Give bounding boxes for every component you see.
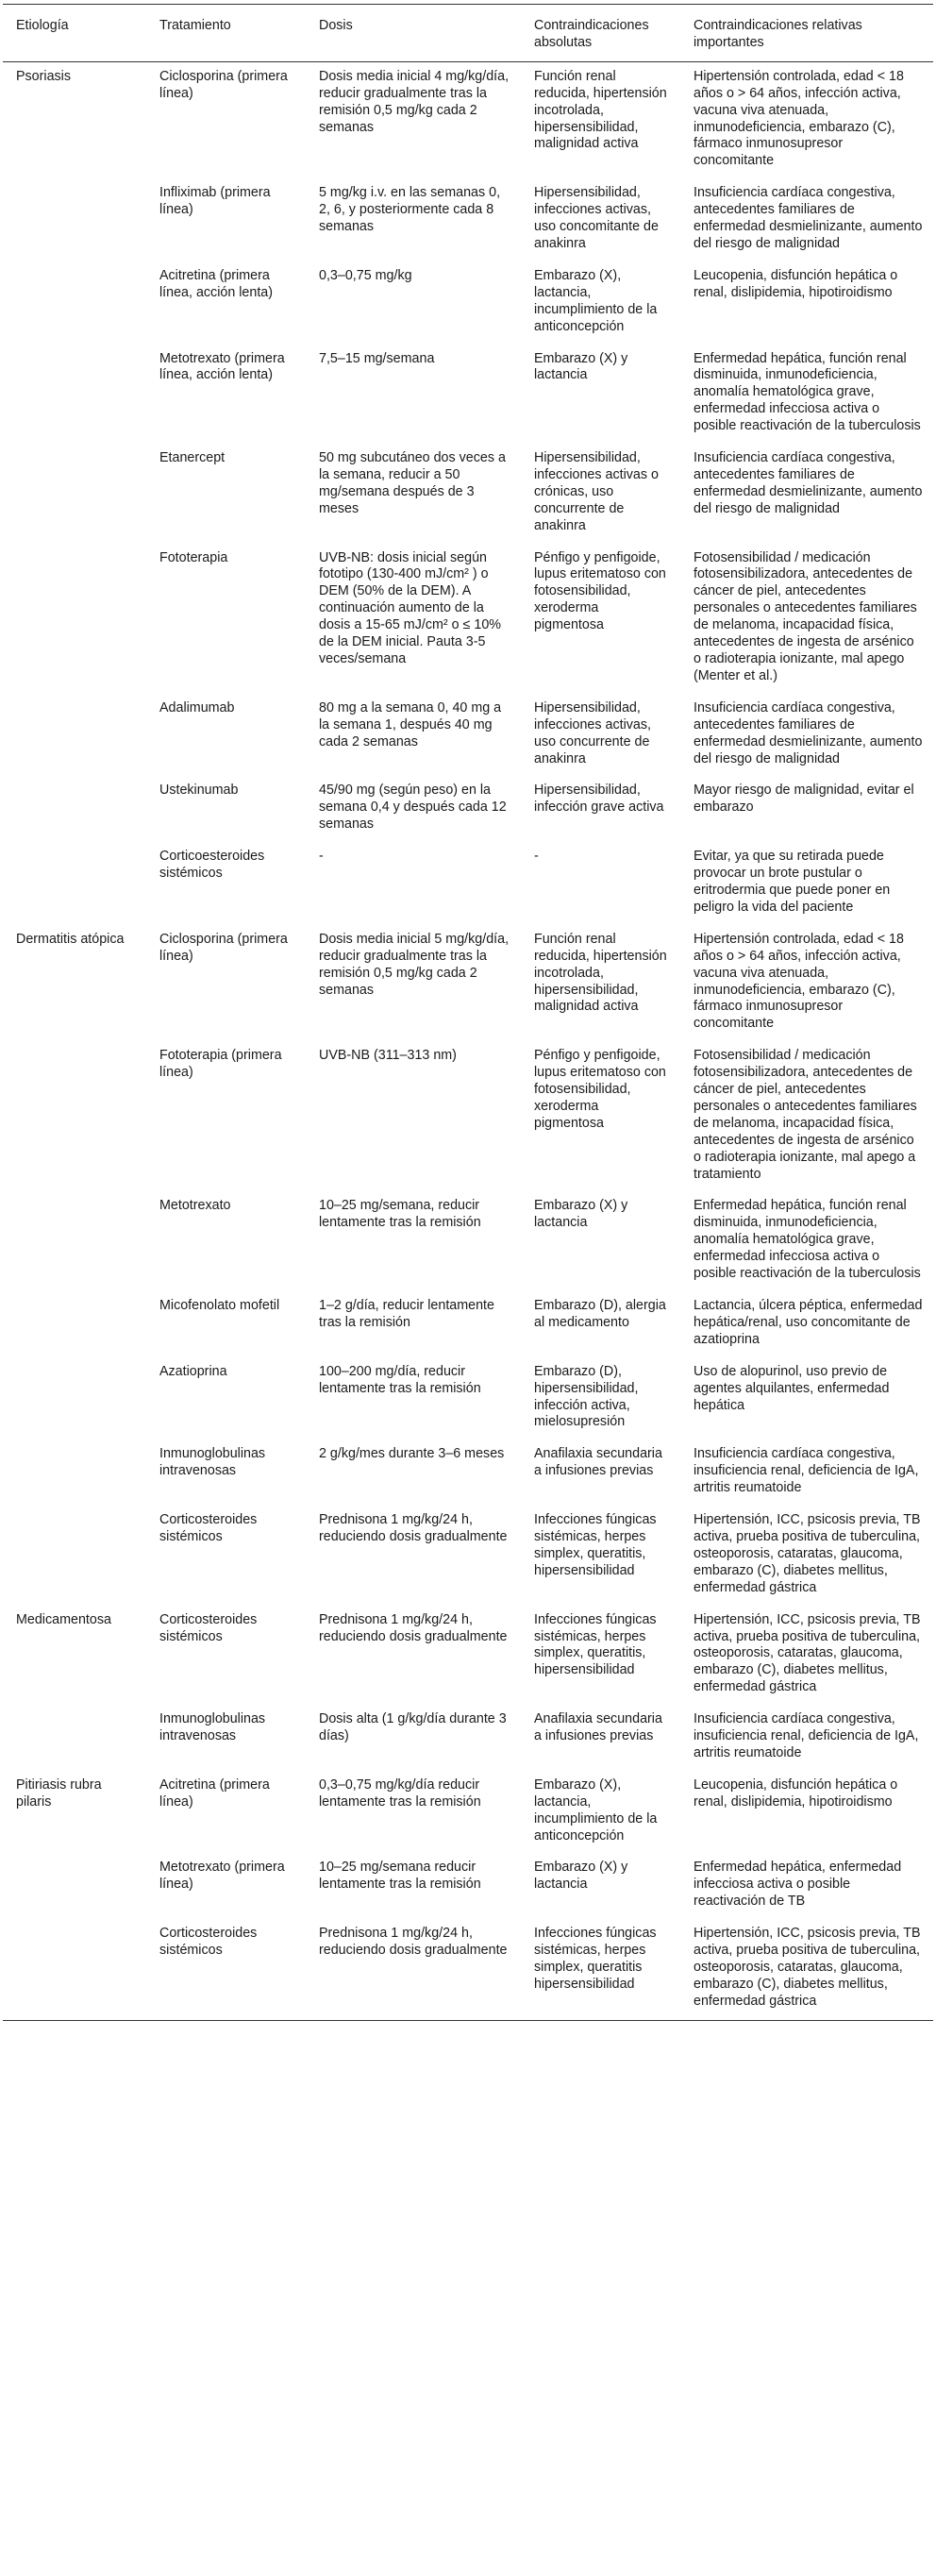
- cell-tratamiento: Metotrexato: [159, 1198, 231, 1214]
- cell-tratamiento: Infliximab (primera línea): [159, 185, 271, 218]
- cell-etiologia: [3, 1853, 146, 1919]
- cell-etiologia: [3, 1705, 146, 1771]
- cell-contraindicaciones-absolutas: Embarazo (X) y lactancia: [534, 1860, 628, 1893]
- cell-contraindicaciones-absolutas: Embarazo (D), hipersensibilidad, infección activa, mielosupresión: [534, 1363, 639, 1430]
- cell-etiologia: Psoriasis: [16, 68, 71, 84]
- cell-etiologia: [3, 345, 146, 445]
- cell-dosis: 50 mg subcutáneo dos veces a la semana, reducir a 50 mg/semana después de 3 meses: [319, 450, 506, 516]
- cell-dosis: 100–200 mg/día, reducir lentamente tras la remisión: [319, 1363, 481, 1396]
- cell-etiologia: [3, 694, 146, 777]
- cell-contraindicaciones-relativas: Enfermedad hepática, enfermedad infecciosa activa o posible reactivación de TB: [694, 1860, 902, 1910]
- table-row: [3, 345, 933, 445]
- cell-dosis: UVB-NB: dosis inicial según fototipo (130-400 mJ/cm² ) o DEM (50% de la DEM). A continuación aumento de la dosis a 15-65 mJ/cm² o ≤ 10% de la DEM inicial. Pauta 3-5 veces/semana: [319, 549, 501, 666]
- cell-dosis: Dosis media inicial 4 mg/kg/día, reducir gradualmente tras la remisión 0,5 mg/kg cada 2 semanas: [319, 68, 510, 135]
- cell-contraindicaciones-absolutas: Pénfigo y penfigoide, lupus eritematoso con fotosensibilidad, xeroderma pigmentosa: [534, 1048, 666, 1131]
- cell-contraindicaciones-relativas: Evitar, ya que su retirada puede provocar un brote pustular o eritrodermia que puede poner en peligro la vida del paciente: [694, 849, 891, 915]
- table-row: [3, 1440, 933, 1506]
- cell-etiologia: [3, 1191, 146, 1291]
- cell-dosis: Prednisona 1 mg/kg/24 h, reduciendo dosis gradualmente: [306, 1919, 521, 2020]
- cell-etiologia: [3, 1357, 146, 1440]
- table-row: [3, 1506, 933, 1606]
- cell-dosis: 5 mg/kg i.v. en las semanas 0, 2, 6, y posteriormente cada 8 semanas: [319, 185, 501, 235]
- cell-etiologia: [3, 1291, 146, 1357]
- header-dosis: Dosis: [306, 5, 521, 62]
- cell-tratamiento: Inmunoglobulinas intravenosas: [159, 1446, 266, 1479]
- cell-contraindicaciones-absolutas: Anafilaxia secundaria a infusiones previas: [534, 1446, 662, 1479]
- table-row: [3, 1853, 933, 1919]
- cell-dosis: 0,3–0,75 mg/kg/día reducir lentamente tras la remisión: [319, 1776, 481, 1810]
- cell-tratamiento: Corticosteroides sistémicos: [159, 1512, 258, 1544]
- header-row: [3, 5, 933, 62]
- table-row: [3, 1191, 933, 1291]
- table-body: [3, 61, 933, 2020]
- cell-etiologia: Dermatitis atópica: [16, 931, 125, 947]
- cell-contraindicaciones-relativas: Uso de alopurinol, uso previo de agentes alquilantes, enfermedad hepática: [694, 1363, 890, 1413]
- table-row: [3, 61, 933, 178]
- cell-contraindicaciones-relativas: Enfermedad hepática, función renal disminuida, inmunodeficiencia, anomalía hematológica grave, enfermedad infecciosa activa o posible reactivación de la tuberculosis: [694, 1198, 921, 1282]
- table-row: [3, 842, 933, 925]
- cell-contraindicaciones-absolutas: Infecciones fúngicas sistémicas, herpes simplex, queratitis, hipersensibilidad: [534, 1512, 657, 1578]
- cell-contraindicaciones-absolutas: Pénfigo y penfigoide, lupus eritematoso con fotosensibilidad, xeroderma pigmentosa: [534, 549, 666, 633]
- cell-contraindicaciones-relativas: Leucopenia, disfunción hepática o renal, dislipidemia, hipotiroidismo: [694, 1776, 898, 1810]
- cell-tratamiento: Acitretina (primera línea): [159, 1776, 270, 1810]
- cell-etiologia: [3, 178, 146, 261]
- table-header: [3, 5, 933, 62]
- cell-tratamiento: Ciclosporina (primera línea): [159, 68, 288, 101]
- cell-tratamiento: Acitretina (primera línea, acción lenta): [159, 267, 274, 300]
- cell-contraindicaciones-relativas: Insuficiencia cardíaca congestiva, insuficiencia renal, deficiencia de IgA, artritis reumatoide: [694, 1711, 919, 1760]
- cell-dosis: Prednisona 1 mg/kg/24 h, reduciendo dosis gradualmente: [319, 1611, 508, 1644]
- cell-etiologia: [3, 261, 146, 345]
- header-relativas: Contraindicaciones relativas importantes: [680, 5, 933, 62]
- cell-dosis: Dosis media inicial 5 mg/kg/día, reducir gradualmente tras la remisión 0,5 mg/kg cada 2 semanas: [319, 931, 510, 998]
- cell-dosis: 10–25 mg/semana reducir lentamente tras la remisión: [319, 1860, 481, 1893]
- cell-dosis: 0,3–0,75 mg/kg: [319, 267, 412, 283]
- cell-contraindicaciones-absolutas: Embarazo (X), lactancia, incumplimiento de la anticoncepción: [534, 267, 658, 334]
- header-absolutas: Contraindicaciones absolutas: [521, 5, 680, 62]
- table-row: [3, 1606, 933, 1706]
- cell-contraindicaciones-absolutas: Hipersensibilidad, infecciones activas, uso concomitante de anakinra: [534, 185, 659, 251]
- cell-contraindicaciones-absolutas: Embarazo (X), lactancia, incumplimiento de la anticoncepción: [534, 1776, 658, 1844]
- cell-contraindicaciones-absolutas: Hipersensibilidad, infecciones activas, uso concurrente de anakinra: [534, 699, 651, 766]
- cell-contraindicaciones-relativas: Insuficiencia cardíaca congestiva, insuficiencia renal, deficiencia de IgA, artritis reumatoide: [694, 1446, 919, 1496]
- header-tratamiento: Tratamiento: [146, 5, 306, 62]
- cell-dosis: Prednisona 1 mg/kg/24 h, reduciendo dosis gradualmente: [319, 1512, 508, 1544]
- cell-etiologia: [3, 1440, 146, 1506]
- cell-contraindicaciones-relativas: Hipertensión, ICC, psicosis previa, TB activa, prueba positiva de tuberculina, osteoporosis, cataratas, glaucoma, embarazo (C), diabetes mellitus, enfermedad gástrica: [680, 1919, 933, 2020]
- cell-contraindicaciones-relativas: Hipertensión, ICC, psicosis previa, TB activa, prueba positiva de tuberculina, osteoporosis, cataratas, glaucoma, embarazo (C), diabetes mellitus, enfermedad gástrica: [694, 1611, 921, 1695]
- table-row: [3, 178, 933, 261]
- cell-tratamiento: Azatioprina: [159, 1363, 227, 1379]
- cell-contraindicaciones-absolutas: Hipersensibilidad, infecciones activas o crónicas, uso concurrente de anakinra: [534, 450, 659, 533]
- table-row: [3, 1357, 933, 1440]
- cell-dosis: -: [319, 849, 324, 865]
- cell-tratamiento: Etanercept: [159, 450, 226, 466]
- cell-tratamiento: Adalimumab: [159, 699, 235, 716]
- cell-tratamiento: Inmunoglobulinas intravenosas: [159, 1711, 266, 1744]
- cell-etiologia: Medicamentosa: [16, 1611, 111, 1627]
- cell-contraindicaciones-relativas: Hipertensión, ICC, psicosis previa, TB activa, prueba positiva de tuberculina, osteoporosis, cataratas, glaucoma, embarazo (C), diabetes mellitus, enfermedad gástrica: [694, 1512, 921, 1595]
- cell-contraindicaciones-absolutas: Infecciones fúngicas sistémicas, herpes simplex, queratitis hipersensibilidad: [521, 1919, 680, 2020]
- cell-etiologia: Pitiriasis rubra pilaris: [16, 1776, 102, 1810]
- cell-etiologia: [3, 444, 146, 544]
- cell-contraindicaciones-relativas: Insuficiencia cardíaca congestiva, antecedentes familiares de enfermedad desmielinizante, aumento del riesgo de malignidad: [694, 185, 923, 251]
- cell-etiologia: [3, 1919, 146, 2020]
- cell-contraindicaciones-absolutas: -: [534, 849, 539, 865]
- cell-contraindicaciones-absolutas: Embarazo (X) y lactancia: [534, 350, 628, 383]
- cell-dosis: 45/90 mg (según peso) en la semana 0,4 y después cada 12 semanas: [319, 783, 507, 833]
- cell-etiologia: [3, 1506, 146, 1606]
- table-row: [3, 1705, 933, 1771]
- cell-etiologia: [3, 776, 146, 842]
- cell-tratamiento: Corticosteroides sistémicos: [146, 1919, 306, 2020]
- cell-etiologia: [3, 842, 146, 925]
- cell-tratamiento: Fototerapia: [159, 549, 228, 565]
- table-row: [3, 261, 933, 345]
- cell-tratamiento: Corticosteroides sistémicos: [159, 1611, 258, 1644]
- cell-dosis: Dosis alta (1 g/kg/día durante 3 días): [319, 1711, 507, 1744]
- table-row: [3, 1771, 933, 1854]
- cell-contraindicaciones-absolutas: Embarazo (D), alergia al medicamento: [534, 1298, 666, 1330]
- cell-tratamiento: Fototerapia (primera línea): [159, 1048, 282, 1081]
- table-row: [3, 544, 933, 694]
- cell-tratamiento: Ustekinumab: [159, 783, 239, 799]
- cell-contraindicaciones-absolutas: Función renal reducida, hipertensión incotrolada, hipersensibilidad, malignidad activa: [534, 931, 667, 1015]
- cell-contraindicaciones-relativas: Hipertensión controlada, edad < 18 años o > 64 años, infección activa, vacuna viva atenuada, inmunodeficiencia, embarazo (C), fármaco inmunosupresor concomitante: [694, 931, 904, 1032]
- cell-tratamiento: Micofenolato mofetil: [159, 1298, 280, 1313]
- cell-contraindicaciones-relativas: Enfermedad hepática, función renal disminuida, inmunodeficiencia, anomalía hematológica grave, enfermedad infecciosa activa o posible reactivación de la tuberculosis: [694, 350, 921, 434]
- table-row: [3, 1041, 933, 1191]
- cell-contraindicaciones-absolutas: Hipersensibilidad, infección grave activa: [534, 783, 664, 816]
- cell-etiologia: [3, 544, 146, 694]
- table-row: [3, 925, 933, 1041]
- cell-dosis: UVB-NB (311–313 nm): [319, 1048, 457, 1064]
- table-row: [3, 444, 933, 544]
- table-row: [3, 776, 933, 842]
- table-row: [3, 1291, 933, 1357]
- cell-contraindicaciones-relativas: Leucopenia, disfunción hepática o renal, dislipidemia, hipotiroidismo: [694, 267, 898, 300]
- cell-dosis: 1–2 g/día, reducir lentamente tras la remisión: [319, 1298, 494, 1330]
- cell-dosis: 2 g/kg/mes durante 3–6 meses: [319, 1446, 505, 1462]
- cell-dosis: 7,5–15 mg/semana: [319, 350, 435, 366]
- cell-dosis: 10–25 mg/semana, reducir lentamente tras la remisión: [319, 1198, 481, 1231]
- cell-contraindicaciones-relativas: Hipertensión controlada, edad < 18 años o > 64 años, infección activa, vacuna viva atenuada, inmunodeficiencia, embarazo (C), fármaco inmunosupresor concomitante: [694, 68, 904, 169]
- cell-contraindicaciones-relativas: Lactancia, úlcera péptica, enfermedad hepática/renal, uso concomitante de azatioprina: [694, 1298, 923, 1347]
- cell-contraindicaciones-relativas: Fotosensibilidad / medicación fotosensibilizadora, antecedentes de cáncer de piel, antecedentes personales o antecedentes familiares de melanoma, incapacidad física, antecedentes de ingesta de arsénico o radioterapia ionizante, mal apego (Menter et al.): [694, 549, 917, 683]
- header-etiologia: Etiología: [3, 5, 146, 62]
- cell-contraindicaciones-relativas: Fotosensibilidad / medicación fotosensibilizadora, antecedentes de cáncer de piel, antecedentes personales o antecedentes familiares de melanoma, incapacidad física, antecedentes de ingesta de arsénico o radioterapia ionizante, mal apego a tratamiento: [694, 1048, 917, 1182]
- cell-contraindicaciones-absolutas: Infecciones fúngicas sistémicas, herpes simplex, queratitis, hipersensibilidad: [534, 1611, 657, 1678]
- cell-contraindicaciones-relativas: Mayor riesgo de malignidad, evitar el embarazo: [694, 783, 914, 816]
- table-row: [3, 1919, 933, 2020]
- cell-etiologia: [3, 1041, 146, 1191]
- cell-contraindicaciones-absolutas: Función renal reducida, hipertensión incotrolada, hipersensibilidad, malignidad activa: [534, 68, 667, 152]
- cell-contraindicaciones-absolutas: Anafilaxia secundaria a infusiones previas: [534, 1711, 662, 1744]
- cell-tratamiento: Metotrexato (primera línea, acción lenta): [159, 350, 285, 383]
- cell-tratamiento: Metotrexato (primera línea): [159, 1860, 285, 1893]
- cell-dosis: 80 mg a la semana 0, 40 mg a la semana 1, después 40 mg cada 2 semanas: [319, 699, 502, 749]
- cell-tratamiento: Corticoesteroides sistémicos: [159, 849, 265, 882]
- table-row: [3, 694, 933, 777]
- treatment-table: [3, 4, 933, 2021]
- cell-contraindicaciones-absolutas: Embarazo (X) y lactancia: [534, 1198, 628, 1231]
- cell-tratamiento: Ciclosporina (primera línea): [159, 931, 288, 964]
- cell-contraindicaciones-relativas: Insuficiencia cardíaca congestiva, antecedentes familiares de enfermedad desmielinizante, aumento del riesgo de malignidad: [694, 450, 923, 516]
- cell-contraindicaciones-relativas: Insuficiencia cardíaca congestiva, antecedentes familiares de enfermedad desmielinizante, aumento del riesgo de malignidad: [694, 699, 923, 766]
